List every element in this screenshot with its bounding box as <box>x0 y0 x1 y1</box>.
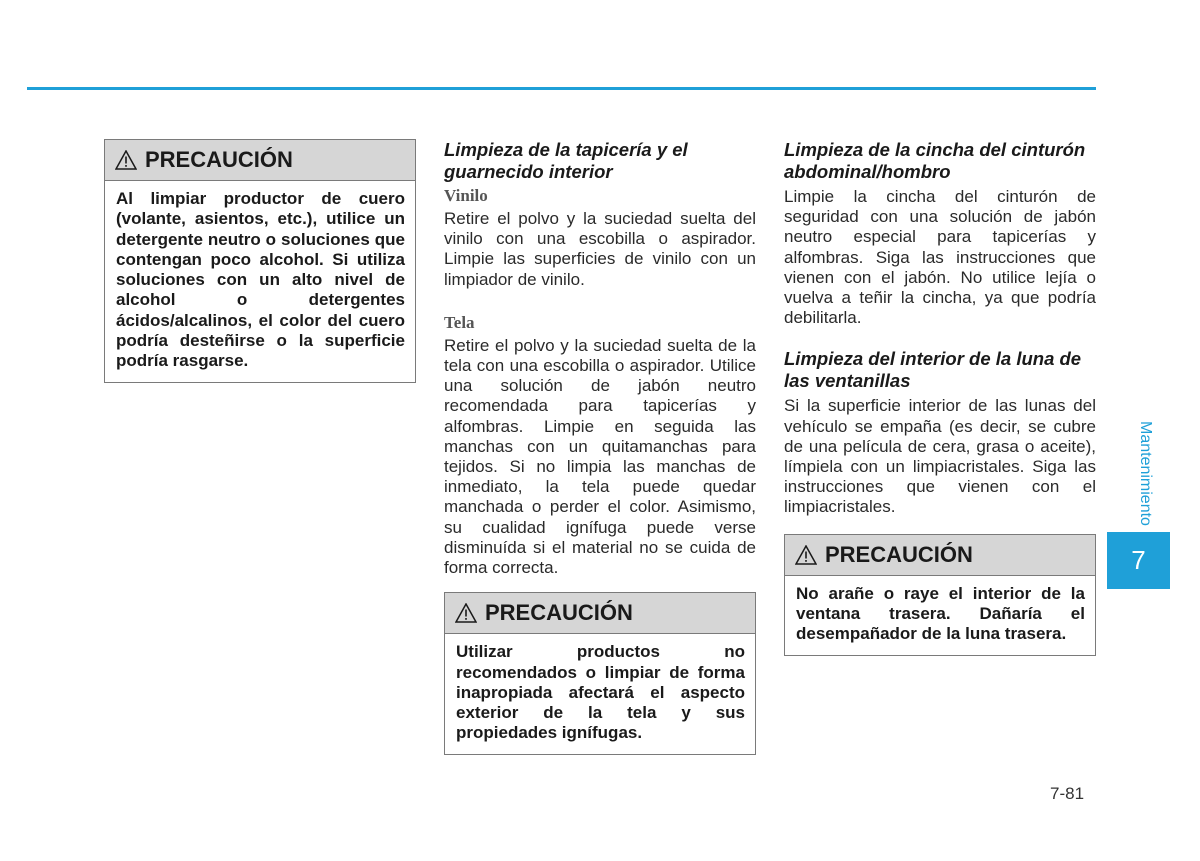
vinyl-text: Retire el polvo y la suciedad suelta del vinilo con una escobilla o aspirador. Limpie las superficies de vinilo con un limpiador de vinilo. <box>444 209 756 289</box>
caution-title: PRECAUCIÓN <box>485 600 633 626</box>
belt-text: Limpie la cincha del cinturón de seguridad con una solución de jabón neutro especial para tapicerías y alfombras. Siga las instrucciones que vienen con el jabón. No utilice lejía o vuelva a teñir la cincha, ya que podría debilitarla. <box>784 187 1096 328</box>
caution-box-leather <box>104 139 416 383</box>
belt-heading: Limpieza de la cincha del cinturón abdominal/hombro <box>784 139 1086 182</box>
right-column <box>784 139 1096 656</box>
caution-body: Al limpiar productor de cuero (volante, asientos, etc.), utilice un detergente neutro o soluciones que contengan poco alcohol. Si utiliza soluciones con un alto nivel de alcohol o detergentes ácidos/alcalinos, el color del cuero podría desteñirse o la superficie podría rasgarse. <box>116 189 405 371</box>
caution-body: No arañe o raye el interior de la ventana trasera. Dañaría el desempañador de la luna trasera. <box>796 583 1085 644</box>
warning-triangle-icon <box>455 603 477 623</box>
caution-box-fabric <box>444 592 756 754</box>
fabric-text: Retire el polvo y la suciedad suelta de la tela con una escobilla o aspirador. Utilice una solución de jabón neutro recomendada para tapicerías y alfombras. Limpie en seguida las manchas con un quitamanchas para tejidos. Si no limpia las manchas de inmediato, la tela puede quedar manchada o perder el color. Asimismo, su cualidad ignífuga puede verse disminuída si el material no se cuida de forma correcta. <box>444 335 756 578</box>
caution-header <box>445 593 755 634</box>
upholstery-heading: Limpieza de la tapicería y el guarnecido interior <box>444 139 688 182</box>
top-rule <box>27 87 1096 90</box>
vinyl-label: Vinilo <box>444 186 488 205</box>
fabric-label: Tela <box>444 312 475 332</box>
warning-triangle-icon <box>115 150 137 170</box>
chapter-number-tab: 7 <box>1107 532 1170 589</box>
middle-column <box>444 139 756 755</box>
chapter-label: Mantenimiento <box>1137 420 1154 526</box>
left-column <box>104 139 416 383</box>
caution-header <box>105 140 415 181</box>
warning-triangle-icon <box>795 545 817 565</box>
window-heading: Limpieza del interior de la luna de las ventanillas <box>784 348 1082 392</box>
caution-body: Utilizar productos no recomendados o limpiar de forma inapropiada afectará el aspecto exterior de la tela y sus propiedades ignífugas. <box>456 642 745 743</box>
page-number: 7-81 <box>1050 784 1085 803</box>
caution-title: PRECAUCIÓN <box>825 541 973 567</box>
caution-box-rear-window <box>784 534 1096 656</box>
caution-title: PRECAUCIÓN <box>145 147 293 172</box>
window-text: Si la superficie interior de las lunas del vehículo se empaña (es decir, se cubre de una película de cera, grasa o aceite), límpiela con un limpiacristales. Siga las instrucciones que vienen con el limpiacristales. <box>784 396 1096 517</box>
caution-header <box>785 535 1095 576</box>
